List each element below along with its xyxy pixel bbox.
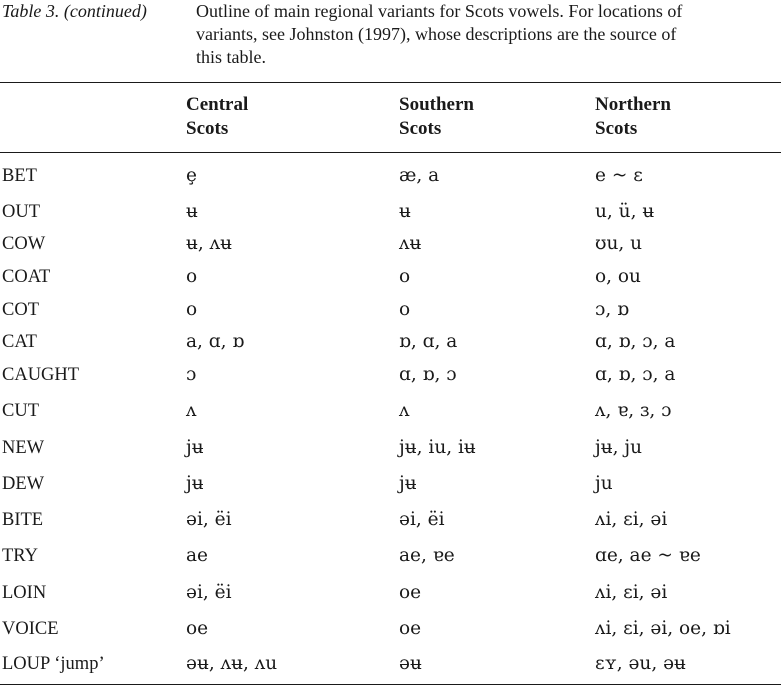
central-value: jʉ [186, 437, 204, 458]
central-value: əʉ, ʌʉ, ʌu [186, 653, 278, 674]
column-header-line: Central [186, 94, 249, 115]
row-label: DEW [2, 474, 45, 494]
southern-value: jʉ, iu, iʉ [399, 437, 476, 458]
row-label: BET [2, 166, 37, 186]
northern-value: ju [595, 473, 613, 494]
table-row [0, 363, 781, 393]
northern-value: ʌi, ɛi, əi [595, 509, 668, 530]
column-header-line: Scots [399, 118, 442, 139]
central-value: o [186, 299, 198, 320]
row-label: COAT [2, 267, 51, 287]
northern-value: o, ou [595, 266, 641, 287]
southern-value: jʉ [399, 473, 417, 494]
row-label: CUT [2, 401, 39, 421]
row-label: TRY [2, 546, 38, 566]
southern-value: ʌʉ [399, 233, 422, 254]
central-value: oe [186, 618, 209, 639]
southern-value: o [399, 299, 411, 320]
table-row [0, 508, 781, 538]
caption-label: Table 3. (continued) [2, 1, 147, 21]
table-row [0, 472, 781, 502]
southern-value: o [399, 266, 411, 287]
table-row [0, 298, 781, 328]
row-label: NEW [2, 438, 45, 458]
southern-value: æ, a [399, 165, 440, 186]
row-label: CAUGHT [2, 365, 80, 385]
column-header-line: Northern [595, 94, 671, 115]
row-label: COW [2, 234, 46, 254]
table-row [0, 164, 781, 194]
southern-value: ʉ [399, 201, 411, 222]
row-label: COT [2, 300, 39, 320]
central-value: ȩ [186, 165, 197, 186]
column-header-central [186, 93, 248, 141]
central-value: o [186, 266, 198, 287]
column-header-northern [595, 93, 671, 141]
caption-text-line: Outline of main regional variants for Scots vowels. For locations of [196, 1, 683, 21]
northern-value: ʌi, ɛi, əi [595, 582, 668, 603]
row-label: LOIN [2, 583, 47, 603]
southern-value: ae, ɐe [399, 545, 455, 566]
northern-value: ɛʏ, əu, əʉ [595, 653, 686, 674]
northern-value: ʌi, ɛi, əi, oe, ɒi [595, 618, 731, 639]
central-value: əi, ëi [186, 509, 232, 530]
northern-value: e ~ ɛ [595, 165, 643, 186]
column-header-southern [399, 93, 474, 141]
northern-value: ɑe, ae ~ ɐe [595, 545, 701, 566]
row-label: BITE [2, 510, 44, 530]
southern-value: əi, ëi [399, 509, 445, 530]
southern-value: oe [399, 618, 422, 639]
southern-value: ɒ, ɑ, a [399, 331, 458, 352]
northern-value: ɑ, ɒ, ɔ, a [595, 364, 676, 385]
central-value: ʌ [186, 400, 197, 421]
table-row [0, 617, 781, 647]
northern-value: jʉ, ju [595, 437, 643, 458]
table-row [0, 265, 781, 295]
row-label: LOUP ‘jump’ [2, 654, 105, 674]
central-value: jʉ [186, 473, 204, 494]
table-header-rule [0, 152, 781, 153]
column-header-line: Southern [399, 94, 474, 115]
row-label: VOICE [2, 619, 59, 639]
table-bottom-rule [0, 684, 781, 685]
caption-text-line: this table. [196, 47, 266, 67]
row-label: OUT [2, 202, 41, 222]
southern-value: əʉ [399, 653, 422, 674]
central-value: ae [186, 545, 208, 566]
table-row [0, 200, 781, 230]
central-value: ʉ, ʌʉ [186, 233, 233, 254]
row-label: CAT [2, 332, 37, 352]
table-row [0, 544, 781, 574]
table-top-rule [0, 82, 781, 83]
table-row [0, 436, 781, 466]
table-row [0, 399, 781, 429]
northern-value: ʊu, u [595, 233, 643, 254]
central-value: a, ɑ, ɒ [186, 331, 245, 352]
northern-value: u, ü, ʉ [595, 201, 655, 222]
northern-value: ʌ, ɐ, ɜ, ɔ [595, 400, 672, 421]
central-value: əi, ëi [186, 582, 232, 603]
northern-value: ɑ, ɒ, ɔ, a [595, 331, 676, 352]
central-value: ʉ [186, 201, 198, 222]
central-value: ɔ [186, 364, 197, 385]
southern-value: ɑ, ɒ, ɔ [399, 364, 457, 385]
caption-text-line: variants, see Johnston (1997), whose descriptions are the source of [196, 24, 677, 44]
table-row [0, 330, 781, 360]
table-caption [0, 0, 781, 72]
southern-value: ʌ [399, 400, 410, 421]
table-row [0, 581, 781, 611]
table-row [0, 652, 781, 682]
column-header-line: Scots [595, 118, 638, 139]
southern-value: oe [399, 582, 422, 603]
column-header-line: Scots [186, 118, 229, 139]
table-row [0, 232, 781, 262]
northern-value: ɔ, ɒ [595, 299, 629, 320]
